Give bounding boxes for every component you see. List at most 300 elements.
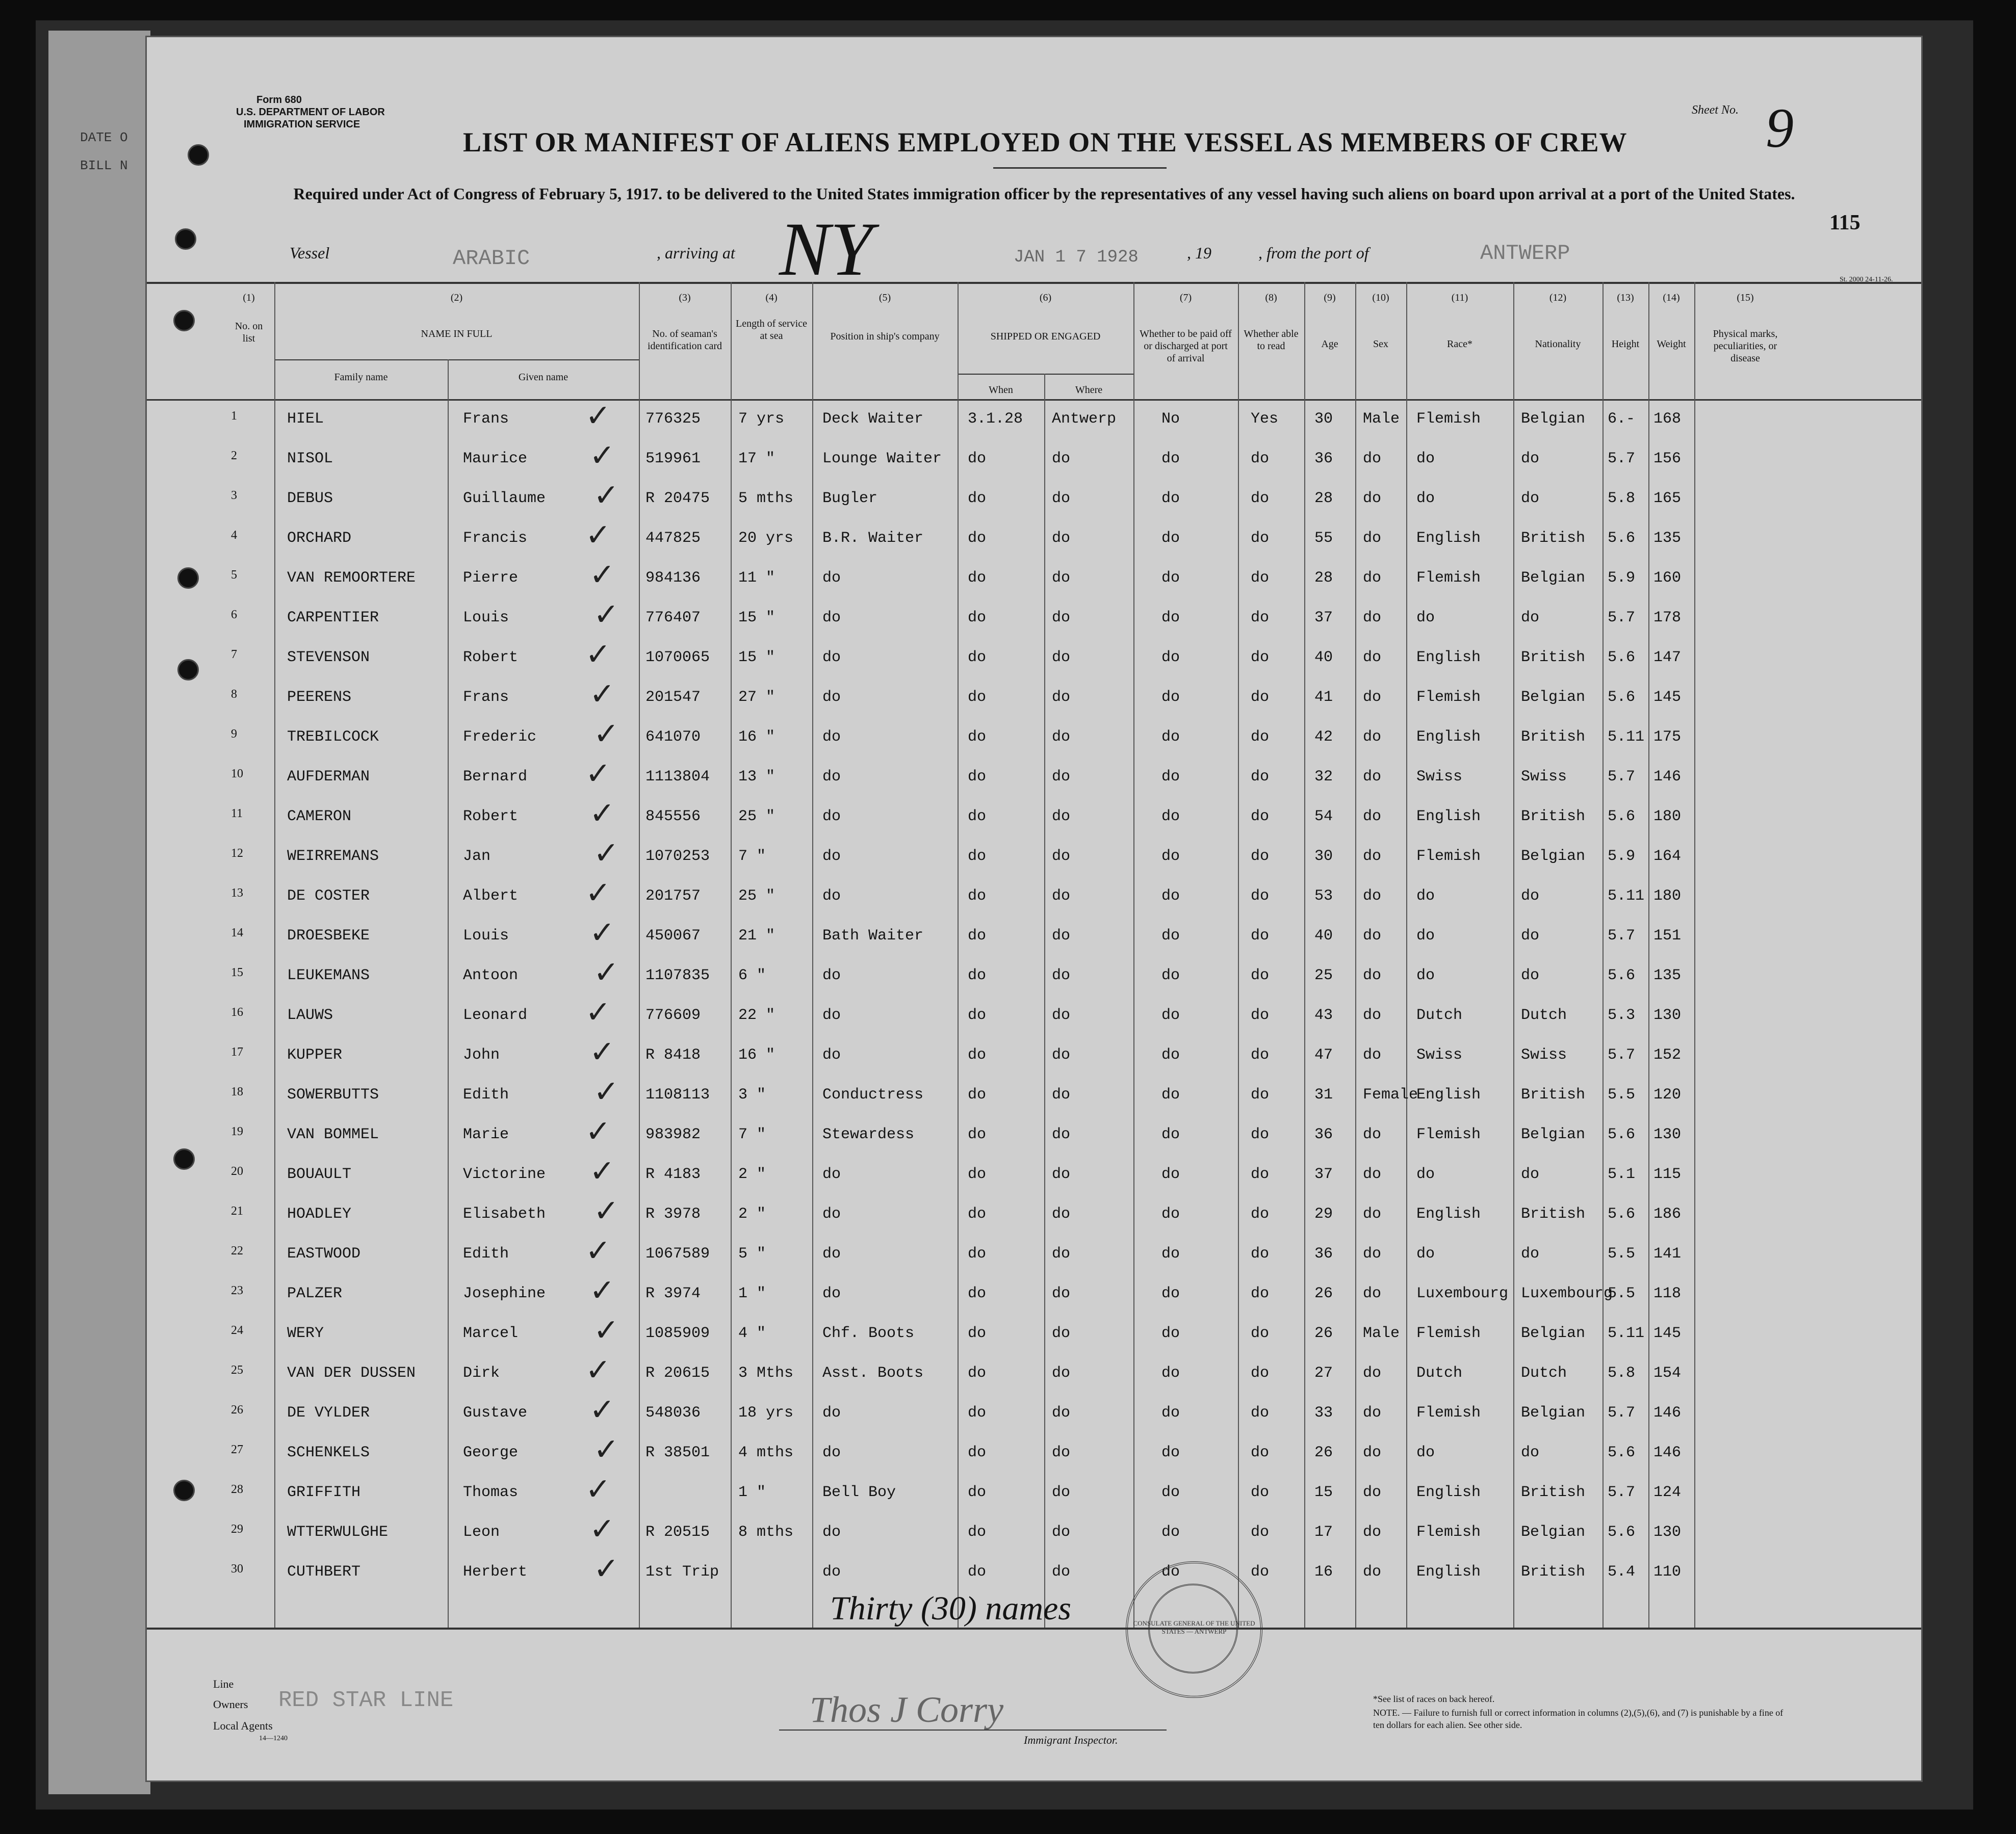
age: 28	[1314, 490, 1333, 507]
row-number: 5	[231, 568, 237, 582]
nationality: do	[1521, 1444, 1540, 1461]
table-row	[147, 438, 1921, 483]
race: English	[1416, 1563, 1481, 1581]
vessel-name: ARABIC	[453, 246, 530, 271]
ship-position: do	[822, 1563, 841, 1581]
height: 5.6	[1608, 689, 1636, 706]
header-age: Age	[1321, 338, 1338, 350]
ship-position: Bath Waiter	[822, 927, 924, 945]
service-length: 1 "	[738, 1285, 766, 1302]
service-length: 2 "	[738, 1166, 766, 1183]
shipped-when: do	[968, 450, 987, 467]
ship-position: Stewardess	[822, 1126, 915, 1143]
shipped-when: do	[968, 1086, 987, 1104]
nationality: do	[1521, 927, 1540, 945]
nationality: British	[1521, 1563, 1586, 1581]
given-name: Louis	[463, 609, 509, 626]
header-name-in-full: NAME IN FULL	[421, 328, 493, 339]
height: 6.-	[1608, 410, 1636, 428]
able-to-read: do	[1251, 649, 1270, 666]
shipped-when: do	[968, 490, 987, 507]
nationality: Belgian	[1521, 1524, 1586, 1541]
able-to-read: do	[1251, 768, 1270, 785]
punch-hole	[188, 144, 209, 166]
row-number: 2	[231, 449, 237, 462]
shipped-when: do	[968, 1365, 987, 1382]
sex: do	[1363, 808, 1382, 825]
race: English	[1416, 1086, 1481, 1104]
service-length: 18 yrs	[738, 1404, 794, 1422]
nationality: Belgian	[1521, 1325, 1586, 1342]
service-length: 7 yrs	[738, 410, 785, 428]
given-name: Herbert	[463, 1563, 528, 1581]
weight: 120	[1653, 1086, 1682, 1104]
sex: do	[1363, 848, 1382, 865]
ship-position: do	[822, 848, 841, 865]
shipped-where: do	[1052, 1524, 1071, 1541]
shipped-where: do	[1052, 1563, 1071, 1581]
weight: 130	[1653, 1007, 1682, 1024]
service-length: 11 "	[738, 569, 776, 587]
department-label: U.S. DEPARTMENT OF LABOR	[236, 107, 385, 118]
able-to-read: do	[1251, 1484, 1270, 1501]
height: 5.4	[1608, 1563, 1636, 1581]
table-row	[147, 835, 1921, 880]
shipped-where: do	[1052, 927, 1071, 945]
given-name: Frans	[463, 410, 509, 428]
sex: do	[1363, 649, 1382, 666]
ship-position: do	[822, 689, 841, 706]
header-paid-off: Whether to be paid off or discharged at port of arrival	[1140, 328, 1232, 364]
sex: do	[1363, 1524, 1382, 1541]
seaman-card-number: 984136	[645, 569, 701, 587]
paid-off: do	[1161, 1484, 1180, 1501]
table-row	[147, 398, 1921, 443]
given-name: Marie	[463, 1126, 509, 1143]
table-row	[147, 597, 1921, 642]
height: 5.11	[1608, 728, 1645, 746]
ship-position: do	[822, 1245, 841, 1263]
table-row	[147, 1313, 1921, 1357]
paid-off: do	[1161, 1404, 1180, 1422]
col-number: (8)	[1265, 292, 1277, 303]
punch-hole	[175, 228, 196, 250]
paid-off: do	[1161, 1365, 1180, 1382]
race: do	[1416, 1166, 1435, 1183]
weight: 175	[1653, 728, 1682, 746]
service-length: 25 "	[738, 887, 776, 905]
margin-text-2: BILL N	[80, 158, 128, 173]
check-mark-icon: ✓	[589, 915, 615, 951]
nationality: British	[1521, 1086, 1586, 1104]
weight: 146	[1653, 768, 1682, 785]
paid-off: do	[1161, 1046, 1180, 1064]
check-mark-icon: ✓	[593, 1074, 619, 1110]
total-names-note: Thirty (30) names	[830, 1590, 1071, 1627]
given-name: Marcel	[463, 1325, 519, 1342]
age: 26	[1314, 1444, 1333, 1461]
height: 5.6	[1608, 1524, 1636, 1541]
races-note: *See list of races on back hereof.	[1373, 1694, 1495, 1704]
shipped-subheader-rule	[958, 374, 1133, 375]
sex: do	[1363, 1007, 1382, 1024]
weight: 152	[1653, 1046, 1682, 1064]
age: 30	[1314, 848, 1333, 865]
paid-off: do	[1161, 967, 1180, 984]
family-name: LEUKEMANS	[287, 967, 370, 984]
able-to-read: do	[1251, 848, 1270, 865]
paid-off: do	[1161, 689, 1180, 706]
family-name: STEVENSON	[287, 649, 370, 666]
sex: do	[1363, 450, 1382, 467]
family-name: LAUWS	[287, 1007, 333, 1024]
service-length: 20 yrs	[738, 530, 794, 547]
height: 5.6	[1608, 1444, 1636, 1461]
row-number: 17	[231, 1045, 243, 1059]
paid-off: do	[1161, 1524, 1180, 1541]
table-row	[147, 1114, 1921, 1159]
check-mark-icon: ✓	[589, 796, 615, 831]
check-mark-icon: ✓	[589, 676, 615, 712]
service-length: 1 "	[738, 1484, 766, 1501]
able-to-read: do	[1251, 1046, 1270, 1064]
race: English	[1416, 728, 1481, 746]
table-row	[147, 796, 1921, 841]
race: Flemish	[1416, 689, 1481, 706]
family-name: KUPPER	[287, 1046, 343, 1064]
sex: do	[1363, 530, 1382, 547]
race: English	[1416, 530, 1481, 547]
nationality: Belgian	[1521, 689, 1586, 706]
weight: 145	[1653, 689, 1682, 706]
check-mark-icon: ✓	[589, 438, 615, 474]
page-title: LIST OR MANIFEST OF ALIENS EMPLOYED ON THE VESSEL AS MEMBERS OF CREW	[463, 127, 1627, 158]
service-length: 4 "	[738, 1325, 766, 1342]
sex: Male	[1363, 410, 1400, 428]
departure-port: ANTWERP	[1480, 241, 1570, 266]
seaman-card-number: R 20615	[645, 1365, 710, 1382]
row-number: 14	[231, 926, 243, 939]
seaman-card-number: 1st Trip	[645, 1563, 719, 1581]
col-number: (14)	[1663, 292, 1680, 303]
weight: 165	[1653, 490, 1682, 507]
shipped-where: do	[1052, 1086, 1071, 1104]
given-name: George	[463, 1444, 519, 1461]
row-number: 10	[231, 767, 243, 780]
ship-position: Bugler	[822, 490, 878, 507]
shipped-when: do	[968, 768, 987, 785]
family-name: CUTHBERT	[287, 1563, 361, 1581]
nationality: British	[1521, 530, 1586, 547]
penalty-note: NOTE. — Failure to furnish full or correct information in columns (2),(5),(6), and (7) is punishable by a fine of ten dollars for each alien. See other side.	[1373, 1708, 1784, 1730]
family-name: CAMERON	[287, 808, 352, 825]
age: 41	[1314, 689, 1333, 706]
row-number: 1	[231, 409, 237, 423]
weight: 164	[1653, 848, 1682, 865]
age: 40	[1314, 649, 1333, 666]
nationality: do	[1521, 1245, 1540, 1263]
row-number: 19	[231, 1125, 243, 1138]
header-where: Where	[1075, 384, 1103, 396]
race: English	[1416, 1206, 1481, 1223]
page-number: 115	[1829, 211, 1860, 234]
height: 5.9	[1608, 569, 1636, 587]
given-name: Pierre	[463, 569, 519, 587]
weight: 180	[1653, 808, 1682, 825]
family-name: HOADLEY	[287, 1206, 352, 1223]
height: 5.9	[1608, 848, 1636, 865]
height: 5.6	[1608, 1206, 1636, 1223]
ship-position: Deck Waiter	[822, 410, 924, 428]
service-length: 7 "	[738, 1126, 766, 1143]
table-row	[147, 1273, 1921, 1318]
shipped-when: do	[968, 649, 987, 666]
age: 15	[1314, 1484, 1333, 1501]
race: Flemish	[1416, 1404, 1481, 1422]
given-name: Guillaume	[463, 490, 546, 507]
check-mark-icon: ✓	[585, 1352, 611, 1388]
sex: do	[1363, 569, 1382, 587]
ship-position: do	[822, 609, 841, 626]
height: 5.6	[1608, 808, 1636, 825]
height: 5.7	[1608, 1046, 1636, 1064]
shipped-where: do	[1052, 1444, 1071, 1461]
header-physical-marks: Physical marks, peculiarities, or disease	[1713, 328, 1778, 364]
race: English	[1416, 1484, 1481, 1501]
check-mark-icon: ✓	[585, 1114, 611, 1149]
shipped-when: do	[968, 1126, 987, 1143]
header-able-read: Whether able to read	[1244, 328, 1299, 352]
shipped-when: do	[968, 1245, 987, 1263]
check-mark-icon: ✓	[585, 994, 611, 1030]
check-mark-icon: ✓	[593, 1432, 619, 1468]
header-shipped-engaged: SHIPPED OR ENGAGED	[990, 331, 1101, 342]
row-number: 13	[231, 886, 243, 900]
row-number: 9	[231, 727, 237, 741]
nationality: British	[1521, 1484, 1586, 1501]
ship-position: Chf. Boots	[822, 1325, 915, 1342]
seal-text: CONSULATE GENERAL OF THE UNITED STATES — ANTWERP	[1133, 1619, 1255, 1635]
family-name: CARPENTIER	[287, 609, 379, 626]
race: Flemish	[1416, 1325, 1481, 1342]
service-length: 27 "	[738, 689, 776, 706]
table-top-rule	[147, 282, 1921, 284]
check-mark-icon: ✓	[585, 1472, 611, 1507]
family-name: HIEL	[287, 410, 324, 428]
service-length: 2 "	[738, 1206, 766, 1223]
check-mark-icon: ✓	[593, 597, 619, 633]
age: 17	[1314, 1524, 1333, 1541]
row-number: 11	[231, 807, 243, 820]
nationality: do	[1521, 490, 1540, 507]
height: 5.6	[1608, 967, 1636, 984]
year-label: , 19	[1187, 244, 1211, 262]
family-name: DE VYLDER	[287, 1404, 370, 1422]
age: 26	[1314, 1325, 1333, 1342]
row-number: 18	[231, 1085, 243, 1098]
paid-off: No	[1161, 410, 1180, 428]
shipped-where: do	[1052, 1484, 1071, 1501]
able-to-read: Yes	[1251, 410, 1279, 428]
family-name: AUFDERMAN	[287, 768, 370, 785]
check-mark-icon: ✓	[585, 756, 611, 792]
nationality: Dutch	[1521, 1007, 1567, 1024]
vessel-label: Vessel	[290, 244, 330, 262]
owners-label: Owners	[213, 1698, 248, 1711]
ship-position: do	[822, 1444, 841, 1461]
given-name: Albert	[463, 887, 519, 905]
check-mark-icon: ✓	[593, 716, 619, 752]
row-number: 29	[231, 1523, 243, 1536]
height: 5.11	[1608, 887, 1645, 905]
family-name: VAN REMOORTERE	[287, 569, 416, 587]
check-mark-icon: ✓	[589, 1034, 615, 1070]
given-name: Elisabeth	[463, 1206, 546, 1223]
age: 29	[1314, 1206, 1333, 1223]
age: 25	[1314, 967, 1333, 984]
family-name: TREBILCOCK	[287, 728, 379, 746]
given-name: Dirk	[463, 1365, 500, 1382]
seaman-card-number: 447825	[645, 530, 701, 547]
ship-position: do	[822, 1166, 841, 1183]
seaman-card-number: 450067	[645, 927, 701, 945]
name-subheader-rule	[274, 359, 639, 360]
sex: do	[1363, 1245, 1382, 1263]
ship-position: do	[822, 569, 841, 587]
service-length: 25 "	[738, 808, 776, 825]
able-to-read: do	[1251, 1285, 1270, 1302]
col-number: (2)	[450, 292, 463, 303]
ship-position: do	[822, 967, 841, 984]
seaman-card-number: 201757	[645, 887, 701, 905]
nationality: do	[1521, 967, 1540, 984]
height: 5.11	[1608, 1325, 1645, 1342]
col-number: (9)	[1324, 292, 1336, 303]
nationality: Belgian	[1521, 569, 1586, 587]
nationality: do	[1521, 609, 1540, 626]
shipped-when: 3.1.28	[968, 410, 1023, 428]
race: Flemish	[1416, 848, 1481, 865]
given-name: Leon	[463, 1524, 500, 1541]
sex: do	[1363, 1365, 1382, 1382]
age: 40	[1314, 927, 1333, 945]
seaman-card-number: 1113804	[645, 768, 710, 785]
sex: do	[1363, 689, 1382, 706]
consulate-seal	[1126, 1561, 1262, 1698]
family-name: WERY	[287, 1325, 324, 1342]
col-number: (11)	[1451, 292, 1468, 303]
sex: Male	[1363, 1325, 1400, 1342]
col-number: (1)	[243, 292, 255, 303]
check-mark-icon: ✓	[593, 478, 619, 513]
able-to-read: do	[1251, 569, 1270, 587]
race: do	[1416, 609, 1435, 626]
ship-position: do	[822, 768, 841, 785]
weight: 110	[1653, 1563, 1682, 1581]
seaman-card-number: 548036	[645, 1404, 701, 1422]
service-length: 22 "	[738, 1007, 776, 1024]
weight: 130	[1653, 1524, 1682, 1541]
check-mark-icon: ✓	[593, 1551, 619, 1587]
shipped-when: do	[968, 848, 987, 865]
sex: do	[1363, 1444, 1382, 1461]
check-mark-icon: ✓	[585, 637, 611, 672]
family-name: EASTWOOD	[287, 1245, 361, 1263]
table-row	[147, 1074, 1921, 1119]
paid-off: do	[1161, 1285, 1180, 1302]
weight: 156	[1653, 450, 1682, 467]
page-subtitle: Required under Act of Congress of February 5, 1917. to be delivered to the United States immigration officer by the representatives of any vessel having such aliens on board upon arrival at a port of the United States.	[293, 185, 1795, 203]
race: English	[1416, 808, 1481, 825]
age: 54	[1314, 808, 1333, 825]
able-to-read: do	[1251, 1404, 1270, 1422]
service-length: 6 "	[738, 967, 766, 984]
nationality: Belgian	[1521, 848, 1586, 865]
check-mark-icon: ✓	[589, 1273, 615, 1308]
nationality: Belgian	[1521, 1404, 1586, 1422]
seaman-card-number: 1070065	[645, 649, 710, 666]
row-number: 27	[231, 1443, 243, 1456]
table-row	[147, 1193, 1921, 1238]
given-name: Thomas	[463, 1484, 519, 1501]
table-row	[147, 994, 1921, 1039]
able-to-read: do	[1251, 530, 1270, 547]
height: 5.7	[1608, 927, 1636, 945]
header-sex: Sex	[1373, 338, 1388, 350]
sex: do	[1363, 1563, 1382, 1581]
given-name: Antoon	[463, 967, 519, 984]
family-name: VAN BOMMEL	[287, 1126, 379, 1143]
weight: 130	[1653, 1126, 1682, 1143]
age: 28	[1314, 569, 1333, 587]
seaman-card-number: 776609	[645, 1007, 701, 1024]
able-to-read: do	[1251, 490, 1270, 507]
race: Flemish	[1416, 1524, 1481, 1541]
header-no-on-list: No. on list	[235, 321, 263, 344]
service-length: 5 "	[738, 1245, 766, 1263]
age: 32	[1314, 768, 1333, 785]
family-name: DROESBEKE	[287, 927, 370, 945]
age: 36	[1314, 1245, 1333, 1263]
height: 5.7	[1608, 450, 1636, 467]
able-to-read: do	[1251, 1365, 1270, 1382]
sheet-number: 9	[1766, 97, 1794, 159]
punch-hole	[173, 310, 195, 331]
weight: 151	[1653, 927, 1682, 945]
table-row	[147, 557, 1921, 602]
header-height: Height	[1611, 338, 1640, 350]
family-name: SOWERBUTTS	[287, 1086, 379, 1104]
row-number: 23	[231, 1284, 243, 1297]
row-number: 6	[231, 608, 237, 621]
height: 5.7	[1608, 768, 1636, 785]
family-name: WTTERWULGHE	[287, 1524, 389, 1541]
paid-off: do	[1161, 808, 1180, 825]
given-name: Edith	[463, 1086, 509, 1104]
seaman-card-number: 845556	[645, 808, 701, 825]
race: do	[1416, 887, 1435, 905]
given-name: Victorine	[463, 1166, 546, 1183]
age: 16	[1314, 1563, 1333, 1581]
sex: do	[1363, 728, 1382, 746]
ship-position: do	[822, 887, 841, 905]
paid-off: do	[1161, 1086, 1180, 1104]
shipped-when: do	[968, 927, 987, 945]
family-name: ORCHARD	[287, 530, 352, 547]
height: 5.8	[1608, 490, 1636, 507]
row-number: 25	[231, 1364, 243, 1377]
service-label: IMMIGRATION SERVICE	[244, 119, 360, 130]
